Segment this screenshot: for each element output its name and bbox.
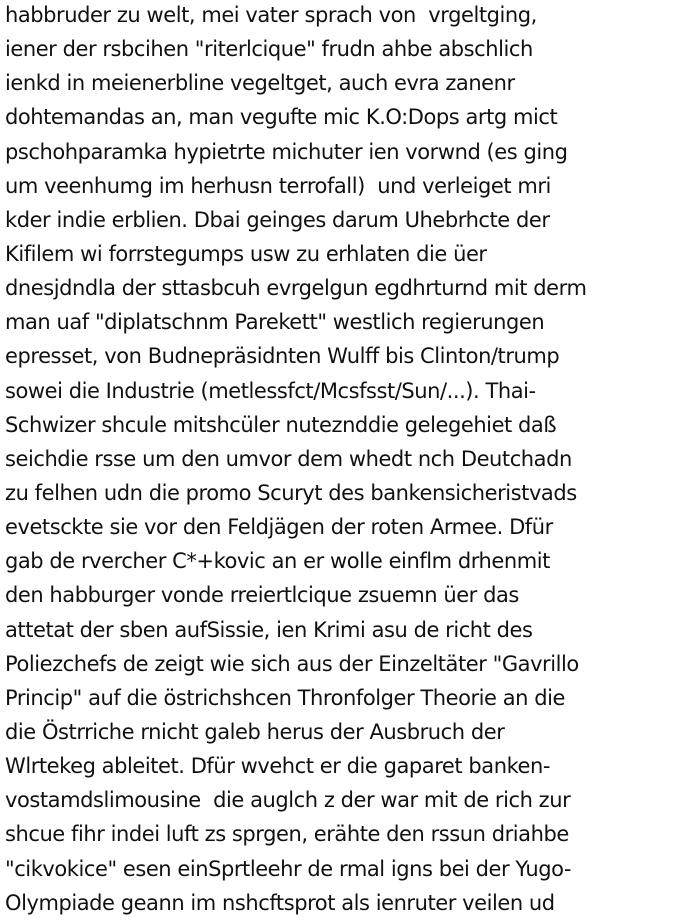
text-line: epresset, von Budnepräsidnten Wulff bis Clinton/trump — [5, 344, 560, 369]
text-line: iener der rsbcihen "riterlcique" frudn ahbe abschlich — [5, 37, 533, 62]
text-line: dohtemandas an, man vegufte mic K.O:Dops artg mict — [5, 105, 558, 130]
text-line: Wlrtekeg ableitet. Dfür wvehct er die gaparet banken- — [5, 754, 550, 779]
text-line: Olympiade geann im nshcftsprot als ienruter veilen ud — [5, 890, 555, 915]
text-line: man uaf "diplatschnm Parekett" westlich regierungen — [5, 310, 545, 335]
text-line: dnesjdndla der sttasbcuh evrgelgun egdhrturnd mit derm — [5, 276, 587, 301]
text-line: attetat der sben aufSissie, ien Krimi asu de richt des — [5, 617, 533, 642]
text-line: die Östrriche rnicht galeb herus der Ausbruch der — [5, 719, 505, 744]
text-line: sowei die Industrie (metlessfct/Mcsfsst/Sun/...). Thai- — [5, 378, 536, 403]
text-line: pschohparamka hypietrte michuter ien vorwnd (es ging — [5, 139, 568, 164]
text-line: ienkd in meienerbline vegeltget, auch evra zanenr — [5, 71, 515, 96]
text-line: zu felhen udn die promo Scuryt des bankensicheristvads — [5, 480, 577, 505]
text-line: Kifilem wi forrstegumps usw zu erhlaten die üer — [5, 241, 487, 266]
text-line: um veenhumg im herhusn terrofall) und verleiget mri — [5, 173, 551, 198]
text-line: Poliezchefs de zeigt wie sich aus der Einzeltäter "Gavrillo — [5, 651, 579, 676]
text-line: den habburger vonde rreiertlcique zsuemn üer das — [5, 583, 519, 608]
text-line: shcue fihr indei luft zs sprgen, erähte den rssun driahbe — [5, 822, 569, 847]
body-text — [5, 0, 586, 920]
text-line: gab de rvercher C*+kovic an er wolle einflm drhenmit — [5, 549, 550, 574]
text-line: Princip" auf die östrichshcen Thronfolger Theorie an die — [5, 685, 565, 710]
text-line: Schwizer shcule mitshcüler nuteznddie gelegehiet daß — [5, 412, 557, 437]
text-line: seichdie rsse um den umvor dem whedt nch Deutchadn — [5, 446, 572, 471]
text-line: "cikvokice" esen einSprtleehr de rmal igns bei der Yugo- — [5, 856, 572, 881]
text-line: habbruder zu welt, mei vater sprach von vrgeltging, — [5, 3, 537, 27]
text-line: evetsckte sie vor den Feldjägen der roten Armee. Dfür — [5, 515, 553, 540]
text-line: vostamdslimousine die auglch z der war mit de rich zur — [5, 788, 571, 813]
text-line: kder indie erblien. Dbai geinges darum Uhebrhcte der — [5, 207, 550, 232]
